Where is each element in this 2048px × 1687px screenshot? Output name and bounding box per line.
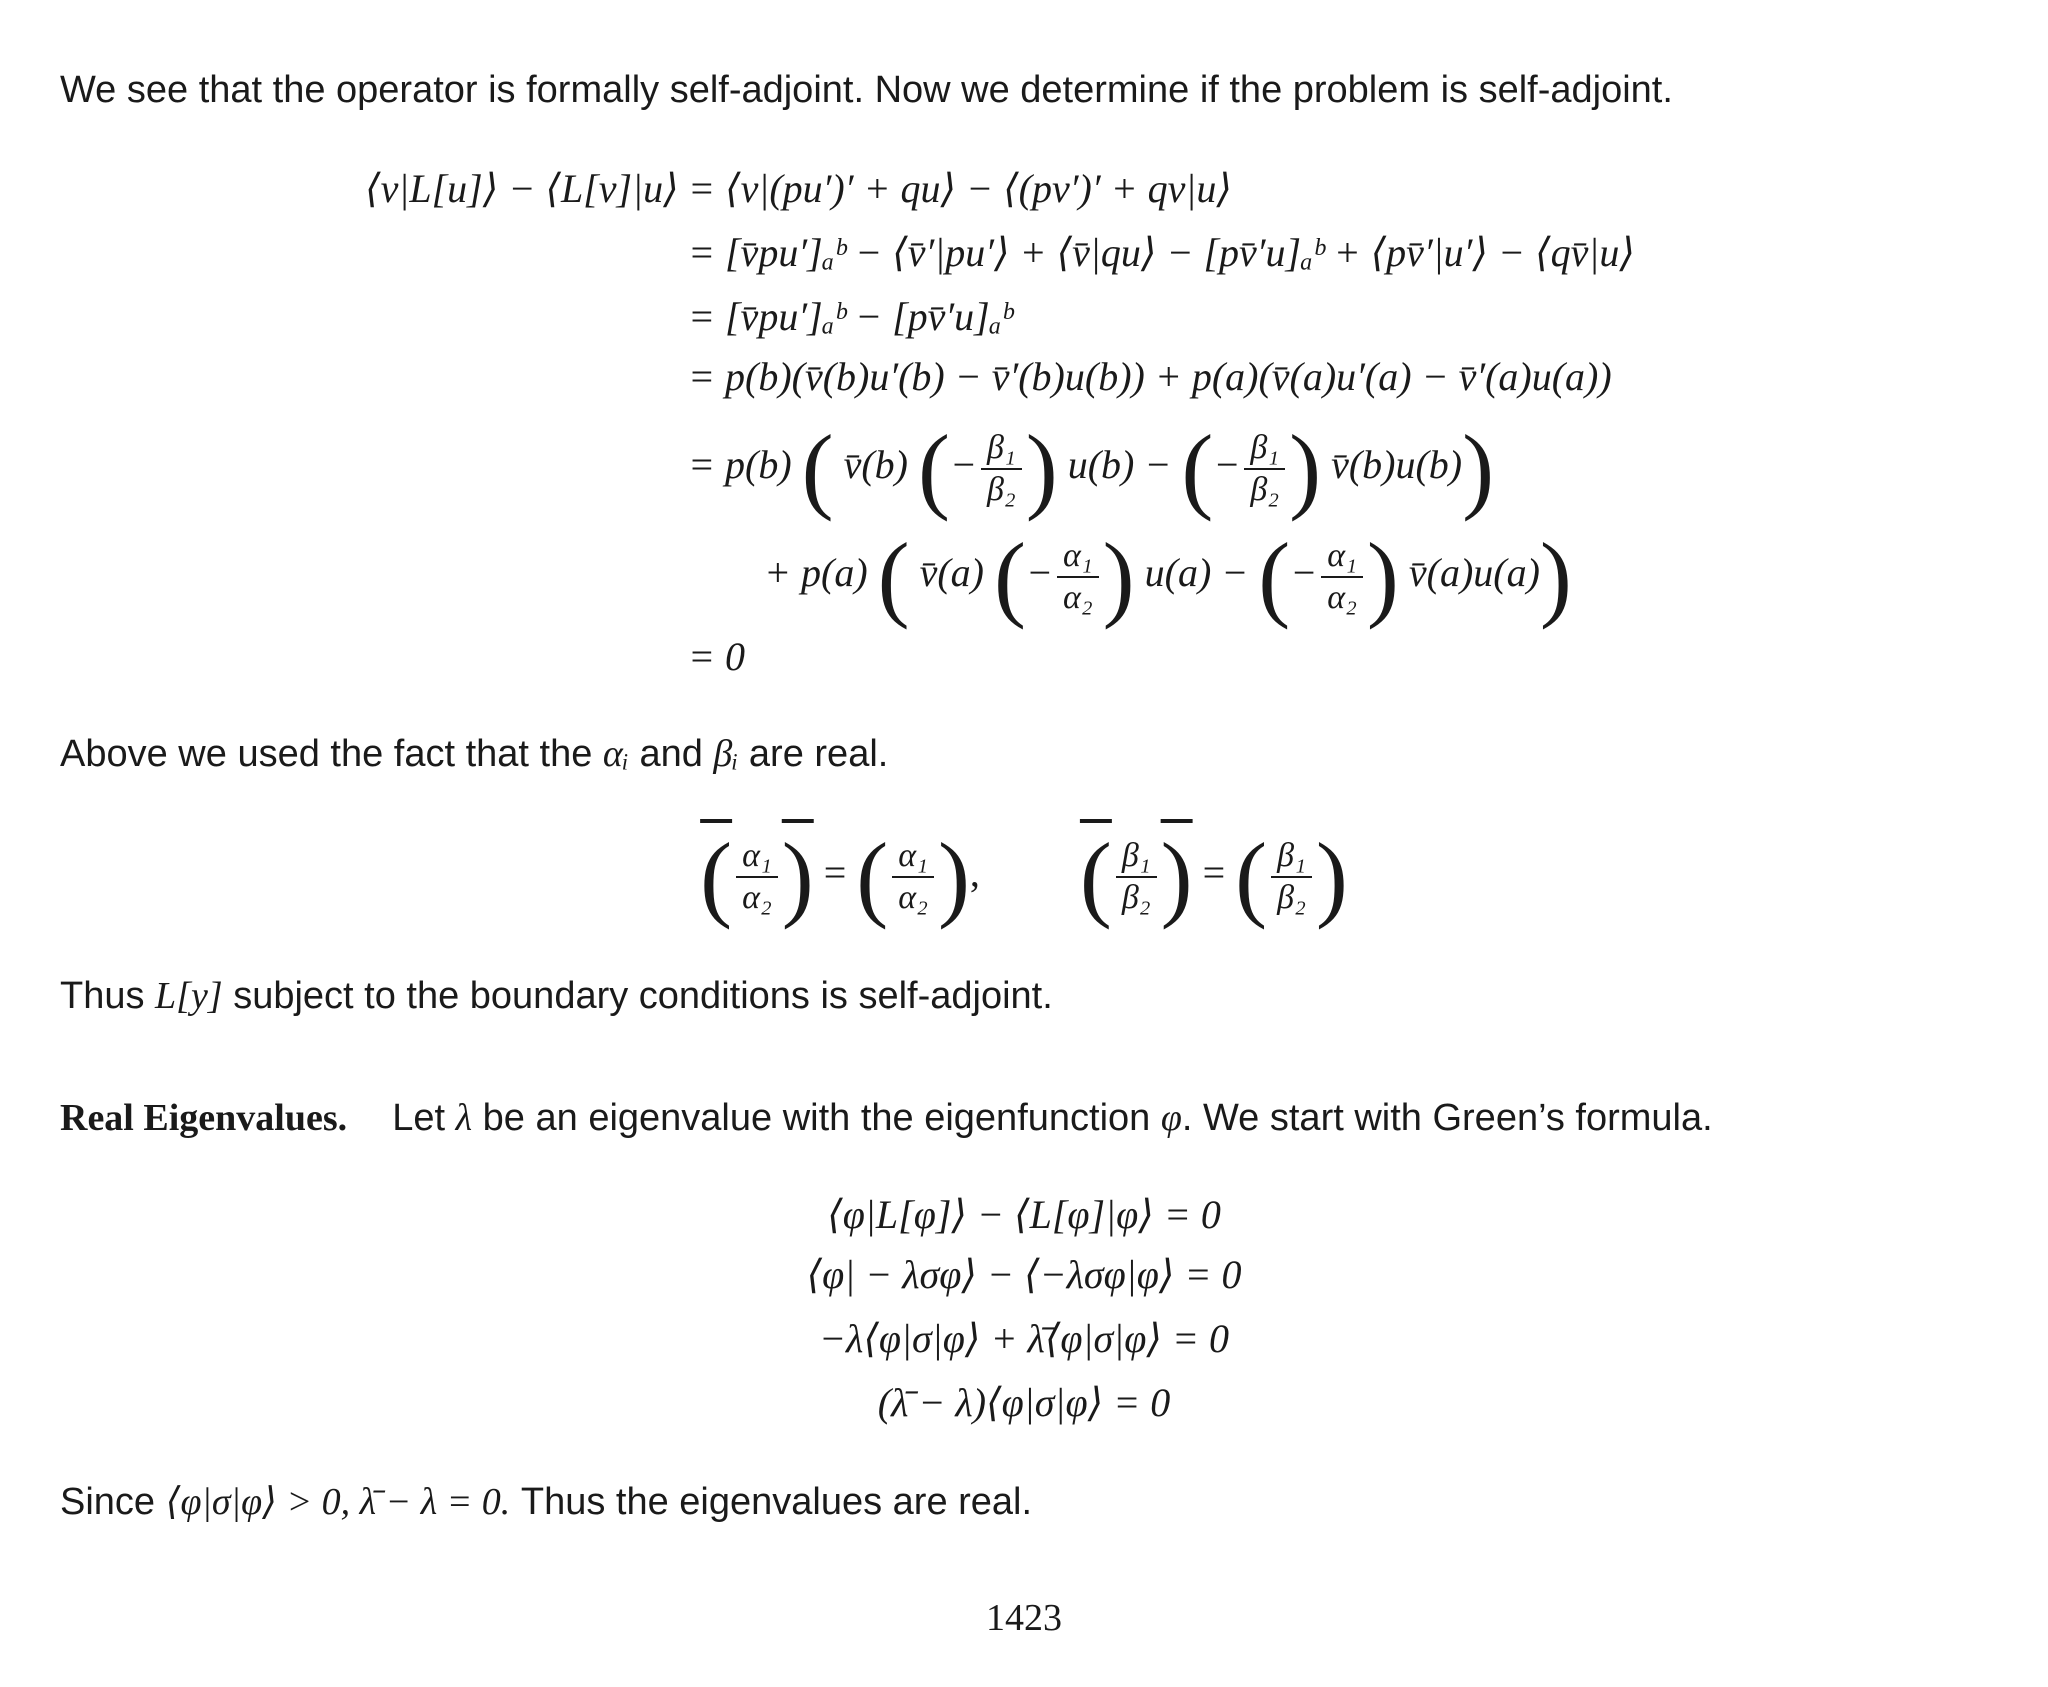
beta-real-fraction: $\frac{\text{β₁}}{\text{β₂}}$ <box>1271 836 1312 918</box>
derivation-line-2: = [v̄pu′]ₐᵇ − ⟨v̄′|pu′⟩ + ⟨v̄|qu⟩ − [pv̄′u]ₐᵇ + ⟨pv̄′|u′⟩ − ⟨qv̄|u⟩ <box>688 230 1635 275</box>
alpha-real-fraction: $\frac{\text{α₁}}{\text{α₂}}$ <box>892 836 934 918</box>
line6-mid: u(a) − <box>1144 550 1249 595</box>
greens-line-3: −λ⟨φ|σ|φ⟩ + λ̄⟨φ|σ|φ⟩ = 0 <box>819 1316 1229 1361</box>
derivation-lhs: ⟨v|L[u]⟩ − ⟨L[v]|u⟩ <box>365 166 679 211</box>
alpha-fraction-2: $\frac{\text{α₁}}{\text{α₂}}$ <box>1321 536 1363 618</box>
greens-line-4: (λ̄ − λ)⟨φ|σ|φ⟩ = 0 <box>877 1380 1171 1425</box>
beta-fraction: $\frac{\text{β₁}}{\text{β₂}}$ <box>981 428 1022 510</box>
line5-v: v̄(b) <box>843 442 909 487</box>
line6-v: v̄(a) <box>919 550 985 595</box>
beta-conj-fraction: $\frac{\text{β₁}}{\text{β₂}}$ <box>1116 836 1157 918</box>
alpha-fraction: $\frac{\text{α₁}}{\text{α₂}}$ <box>1057 536 1099 618</box>
greens-line-2: ⟨φ| − λσφ⟩ − ⟨−λσφ|φ⟩ = 0 <box>806 1252 1242 1297</box>
derivation-line-7: = 0 <box>688 634 745 679</box>
alpha-conj-fraction: $\frac{\text{α₁}}{\text{α₂}}$ <box>736 836 778 918</box>
line5-prefix: = p(b) <box>688 442 792 487</box>
line6-tail: v̄(a)u(a) <box>1408 550 1540 595</box>
derivation-line-5: = p(b) ( v̄(b) (− $\frac{\text{β₁}}{\text{β₂}}$ ) u(b) − (− $\frac{\text{β₁}}{\text{β₂}}$ ) v̄(b)u(b)) <box>688 414 1495 522</box>
line6-prefix: + p(a) <box>764 550 868 595</box>
intro-text: We see that the operator is formally self-adjoint. Now we determine if the problem is self-adjoint. <box>60 69 1673 111</box>
final-statement: Since ⟨φ|σ|φ⟩ > 0, λ̄ − λ = 0. Thus the eigenvalues are real. <box>60 1481 1033 1523</box>
section-heading: Real Eigenvalues. <box>60 1097 348 1139</box>
conjugate-equations: ( $\frac{\text{α₁}}{\text{α₂}}$ ) = ( $\frac{\text{α₁}}{\text{α₂}}$ ), ( $\frac{\text{β₁}}{\text{β₂}}$ ) = ( $\frac{\text{β₁}}{\text{β₂}}$ ) <box>700 822 1348 930</box>
greens-line-1: ⟨φ|L[φ]⟩ − ⟨L[φ]|φ⟩ = 0 <box>827 1192 1221 1237</box>
derivation-line-1: = ⟨v|(pu′)′ + qu⟩ − ⟨(pv′)′ + qv|u⟩ <box>688 166 1232 211</box>
line5-tail: v̄(b)u(b) <box>1331 442 1463 487</box>
used-fact-text: Above we used the fact that the αᵢ and βᵢ are real. <box>60 733 889 775</box>
beta-fraction-2: $\frac{\text{β₁}}{\text{β₂}}$ <box>1244 428 1285 510</box>
derivation-line-3: = [v̄pu′]ₐᵇ − [pv̄′u]ₐᵇ <box>688 294 1013 339</box>
derivation-line-4: = p(b)(v̄(b)u′(b) − v̄′(b)u(b)) + p(a)(v̄(a)u′(a) − v̄′(a)u(a)) <box>688 354 1612 399</box>
conclusion-self-adjoint: Thus L[y] subject to the boundary conditions is self-adjoint. <box>60 975 1053 1017</box>
page-number: 1423 <box>986 1597 1062 1639</box>
real-eigenvalues-paragraph: Real Eigenvalues. Let λ be an eigenvalue with the eigenfunction φ. We start with Green’s formula. <box>60 1097 1713 1139</box>
derivation-line-6: + p(a) ( v̄(a) (− $\frac{\text{α₁}}{\text{α₂}}$ ) u(a) − (− $\frac{\text{α₁}}{\text{α₂}}$ ) v̄(a)u(a)) <box>764 522 1572 630</box>
line5-mid: u(b) − <box>1067 442 1172 487</box>
